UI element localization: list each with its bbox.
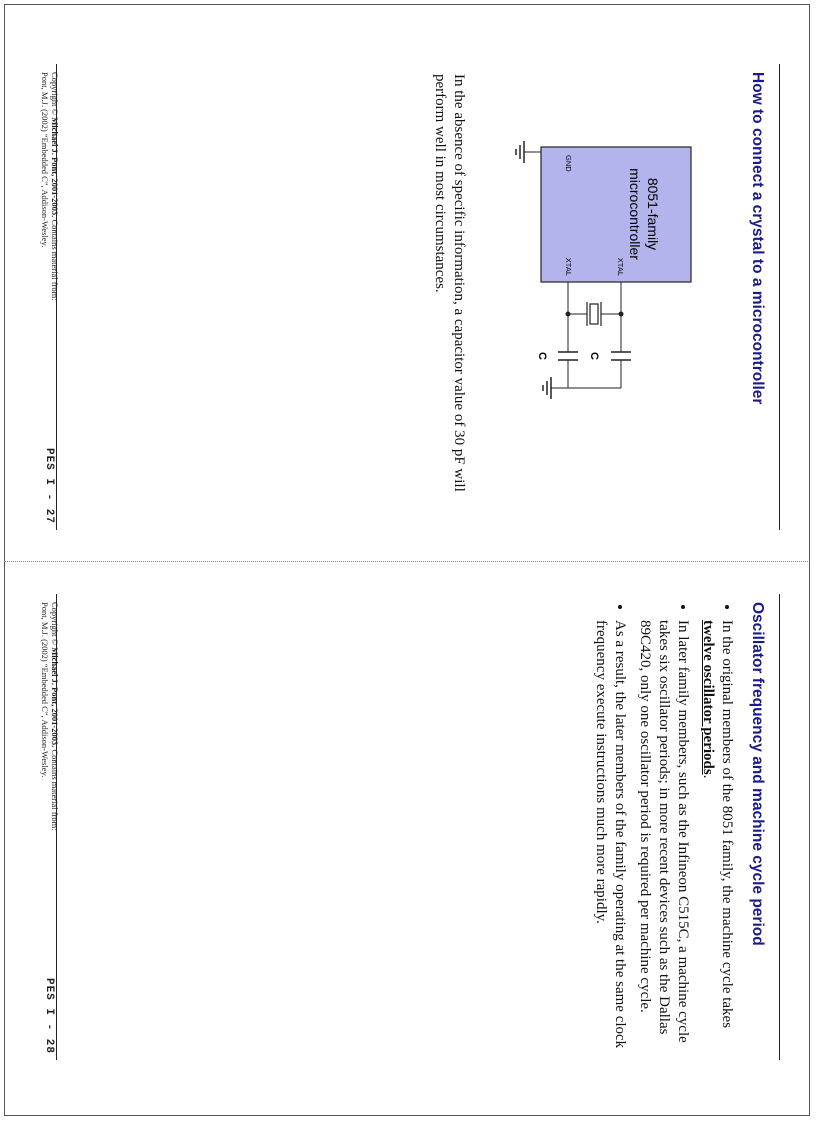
slide-page-number: PES I - 28 xyxy=(43,977,55,1054)
slide-footer-copyright: Copyright © Michael J. Pont, 2001-2003. Contains material from: Pont, M.J. (2002) “Embedded C”, Addison-Wesley. xyxy=(40,602,60,831)
emphasis-twelve-periods: twelve oscillator periods xyxy=(700,620,716,775)
bullet-item-2: • In later family members, such as the Infineon C515C, a machine cycle takes six oscillator periods; in more recent devices such as the Dallas 89C420, only one oscillator period is required per machine cycle. xyxy=(635,620,692,1060)
copyright-author: Michael J. Pont xyxy=(50,647,60,705)
slide-title: Oscillator frequency and machine cycle period xyxy=(749,602,766,946)
crystal-circuit-diagram xyxy=(456,52,736,522)
pin-label-gnd: GND xyxy=(564,155,573,172)
capacitor-bottom-icon xyxy=(558,352,578,360)
slide-top-rule xyxy=(779,64,780,530)
footer-source: Pont, M.J. (2002) “Embedded C”, Addison-Wesley. xyxy=(40,72,50,248)
slide-28 xyxy=(40,582,780,1072)
footer-source: Pont, M.J. (2002) “Embedded C”, Addison-Wesley. xyxy=(40,602,50,778)
bullet-item-1: • In the original members of the 8051 family, the machine cycle takes twelve oscillator periods. xyxy=(698,620,736,1060)
crystal-icon xyxy=(587,302,601,326)
bullet-list xyxy=(585,604,736,1060)
chip-ground-icon xyxy=(516,141,524,163)
bullet-item-3: • As a result, the later members of the family operating at the same clock frequency execute instructions much more rapidly. xyxy=(591,620,629,1060)
chip-label-line1: 8051-family xyxy=(645,177,661,251)
slide-title: How to connect a crystal to a microcontroller xyxy=(749,72,766,405)
slide-footer-copyright: Copyright © Michael J. Pont, 2001-2003. Contains material from: Pont, M.J. (2002) “Embedded C”, Addison-Wesley. xyxy=(40,72,60,301)
slide-page-number: PES I - 27 xyxy=(43,447,55,524)
slide-body-text: In the absence of specific information, a capacitor value of 30 pF will perform well in most circumstances. xyxy=(432,74,467,492)
capacitor-top-icon xyxy=(611,352,631,360)
chip-label-line2: microcontroller xyxy=(627,168,643,260)
slide-top-rule xyxy=(779,594,780,1060)
pin-label-xtal-top: XTAL xyxy=(616,257,625,276)
capacitor-top-label: C xyxy=(588,352,600,360)
capacitor-ground-icon xyxy=(543,377,551,399)
copyright-author: Michael J. Pont xyxy=(50,117,60,175)
page-divider xyxy=(4,561,810,562)
capacitor-bottom-label: C xyxy=(536,352,548,360)
slide-27 xyxy=(40,52,780,542)
pin-label-xtal-bottom: XTAL xyxy=(564,257,573,276)
